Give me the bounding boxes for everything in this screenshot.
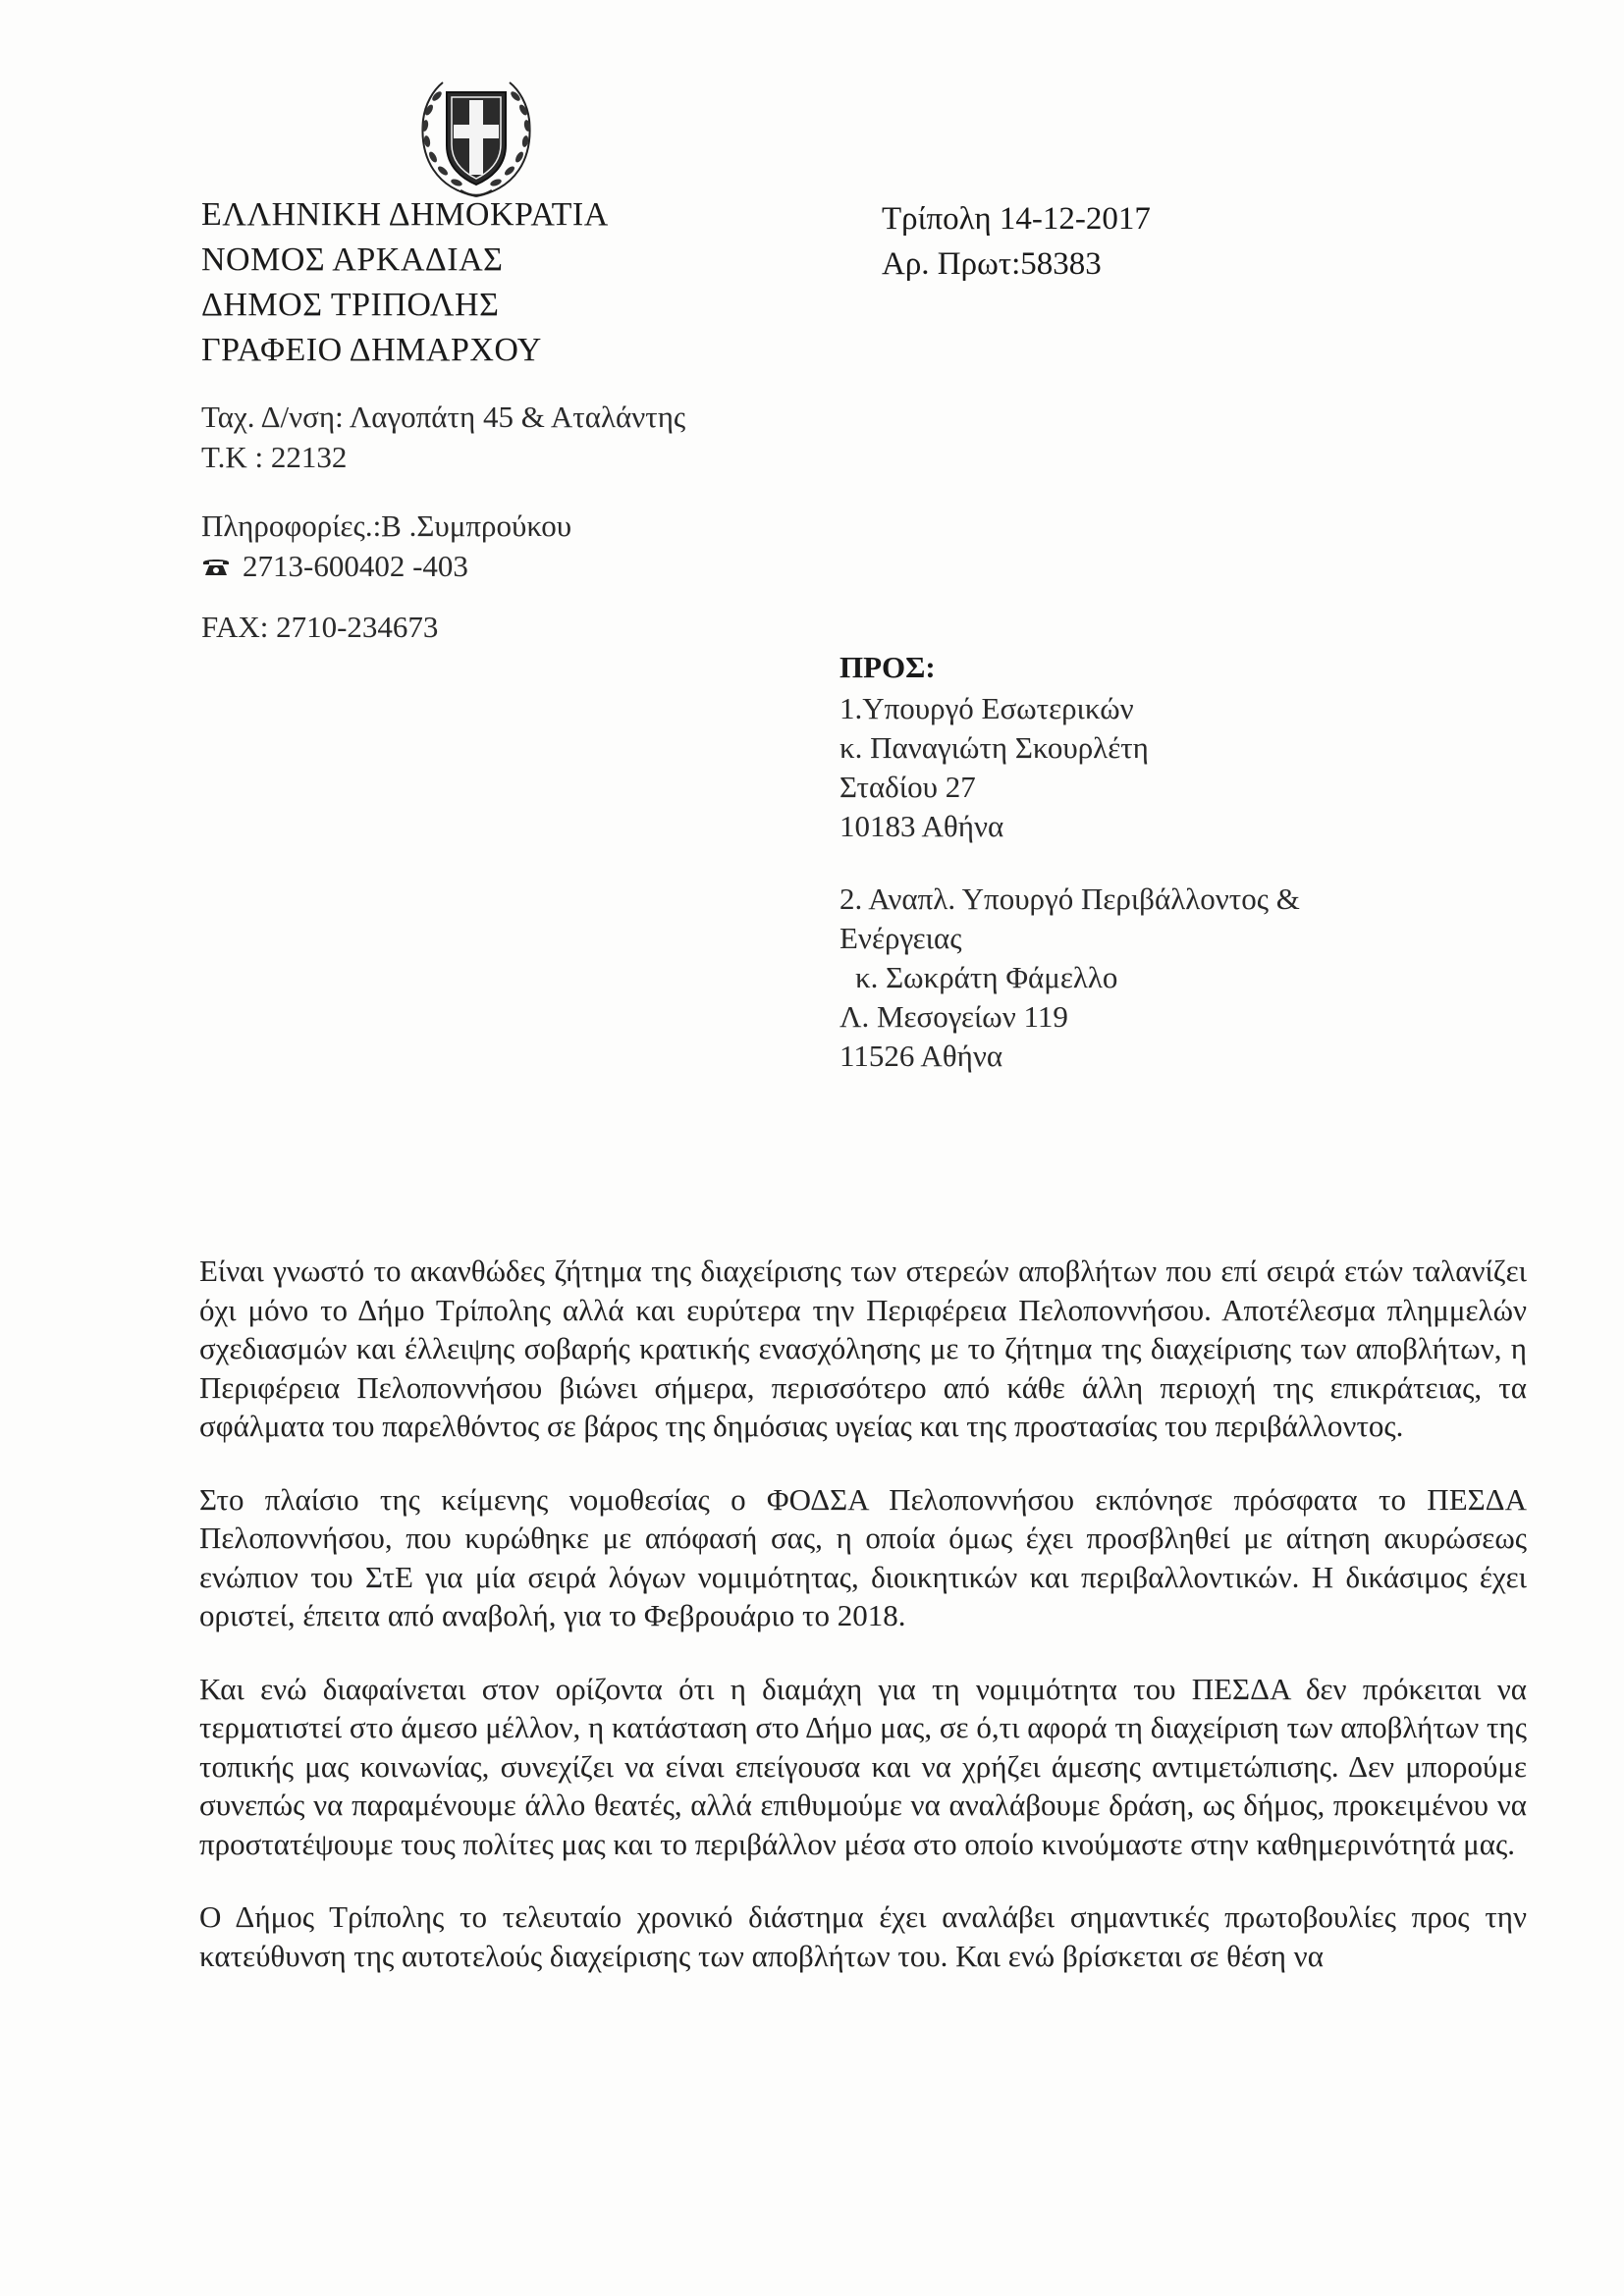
postal-address: Ταχ. Δ/νση: Λαγοπάτη 45 & Αταλάντης [201, 400, 686, 434]
recipient-1-line: 10183 Αθήνα [839, 809, 1004, 843]
recipients-heading: ΠΡΟΣ: [839, 650, 936, 684]
recipient-2-line: κ. Σωκράτη Φάμελλο [855, 960, 1118, 994]
recipients-block [839, 648, 1300, 1076]
recipient-1-line: 1.Υπουργό Εσωτερικών [839, 691, 1134, 725]
body-paragraph-3: Και ενώ διαφαίνεται στον ορίζοντα ότι η διαμάχη για τη νομιμότητα του ΠΕΣΔΑ δεν πρόκειται να τερματιστεί στο άμεσο μέλλον, η κατάσταση στο Δήμο μας, σε ό,τι αφορά τη διαχείριση των αποβλήτων της τοπικής μας κοινωνίας, συνεχίζει να είναι επείγουσα και να χρήζει άμεσης αντιμετώπισης. Δεν μπορούμε συνεπώς να παραμένουμε άλλο θεατές, αλλά επιθυμούμε να αναλάβουμε δράση, ως δήμος, προκειμένου να προστατέψουμε τους πολίτες μας και το περιβάλλον μέσα στο οποίο κινούμαστε στην καθημερινότητά μας. [199, 1671, 1527, 1861]
recipient-2-line: Ενέργειας [839, 921, 962, 955]
sender-line-1: ΕΛΛΗΝΙΚΗ ΔΗΜΟΚΡΑΤΙΑ [201, 196, 609, 233]
recipient-2-line: Λ. Μεσογείων 119 [839, 999, 1068, 1034]
body-paragraph-2: Στο πλαίσιο της κείμενης νομοθεσίας ο ΦΟΔΣΑ Πελοποννήσου εκπόνησε πρόσφατα το ΠΕΣΔΑ Πελοποννήσου, που κυρώθηκε με απόφασή σας, η οποία όμως έχει προσβληθεί με αίτηση ακυρώσεως ενώπιον του ΣτΕ για μία σειρά λόγων νομιμότητας, διοικητικών και περιβαλλοντικών. Η δικάσιμος έχει οριστεί, έπειτα από αναβολή, για το Φεβρουάριο το 2018. [199, 1481, 1527, 1632]
recipient-2-line: 11526 Αθήνα [839, 1039, 1003, 1073]
sender-line-4: ΓΡΑΦΕΙΟ ΔΗΜΑΡΧΟΥ [201, 332, 542, 368]
contact-person: Πληροφορίες.:Β .Συμπρούκου [201, 508, 572, 543]
recipient-1-line: Σταδίου 27 [839, 770, 976, 804]
body-paragraph-4: Ο Δήμος Τρίπολης το τελευταίο χρονικό διάστημα έχει αναλάβει σημαντικές πρωτοβουλίες προς την κατεύθυνση της αυτοτελούς διαχείρισης των αποβλήτων του. Και ενώ βρίσκεται σε θέση να [199, 1899, 1527, 1973]
fax-number: FAX: 2710-234673 [201, 610, 439, 644]
postal-code: Τ.Κ : 22132 [201, 440, 348, 474]
recipient-1 [839, 689, 1300, 846]
sender-line-2: ΝΟΜΟΣ ΑΡΚΑΔΙΑΣ [201, 241, 504, 278]
date-reference [882, 196, 1151, 287]
recipient-2 [839, 880, 1300, 1076]
phone-number: 2713-600402 -403 [243, 549, 468, 583]
place-date: Τρίπολη 14-12-2017 [882, 201, 1151, 237]
body-paragraph-1: Είναι γνωστό το ακανθώδες ζήτημα της διαχείρισης των στερεών αποβλήτων που επί σειρά ετών ταλανίζει όχι μόνο το Δήμο Τρίπολης αλλά και ευρύτερα την Περιφέρεια Πελοποννήσου. Αποτέλεσμα πλημμελών σχεδιασμών και έλλειψης σοβαρής κρατικής ενασχόλησης με το ζήτημα της διαχείρισης των αποβλήτων, η Περιφέρεια Πελοποννήσου βιώνει σήμερα, περισσότερο από κάθε άλλη περιοχή της επικράτειας, τα σφάλματα του παρελθόντος σε βάρος της δημόσιας υγείας και της προστασίας του περιβάλλοντος. [199, 1254, 1527, 1443]
telephone-icon [201, 556, 231, 577]
contact-block [201, 397, 685, 647]
recipient-1-line: κ. Παναγιώτη Σκουρλέτη [839, 730, 1149, 765]
sender-line-3: ΔΗΜΟΣ ΤΡΙΠΟΛΗΣ [201, 287, 500, 323]
greek-coat-of-arms-icon [407, 71, 545, 208]
recipient-2-line: 2. Αναπλ. Υπουργό Περιβάλλοντος & [839, 881, 1300, 916]
letter-body [199, 1252, 1527, 2009]
phone-line [201, 546, 685, 586]
sender-header [201, 192, 609, 373]
protocol-number: Αρ. Πρωτ:58383 [882, 246, 1102, 282]
